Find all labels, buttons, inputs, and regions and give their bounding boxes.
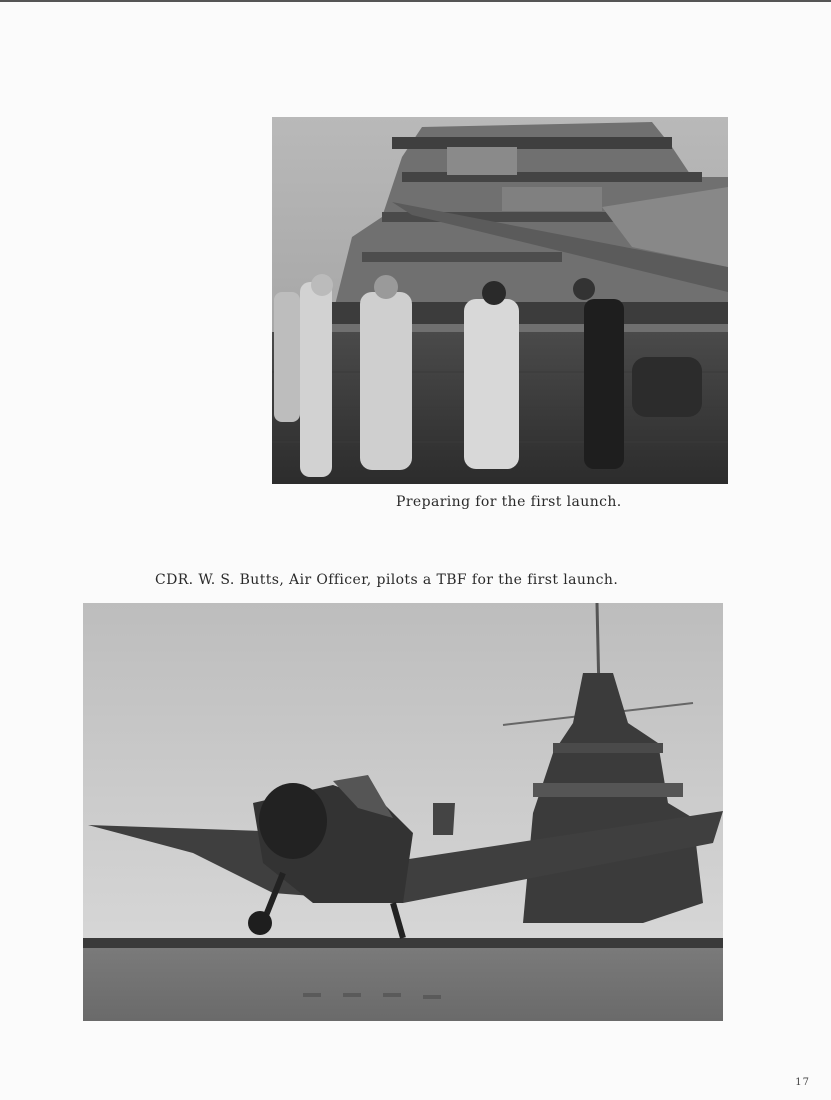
page-top-edge <box>0 0 831 2</box>
photo-caption-top: Preparing for the first launch. <box>396 494 622 510</box>
photo-preparing-launch <box>272 117 728 484</box>
page-number: 17 <box>795 1077 810 1088</box>
photo-caption-bottom: CDR. W. S. Butts, Air Officer, pilots a TBF for the first launch. <box>155 572 619 588</box>
photo-tbf-launch <box>83 603 723 1021</box>
